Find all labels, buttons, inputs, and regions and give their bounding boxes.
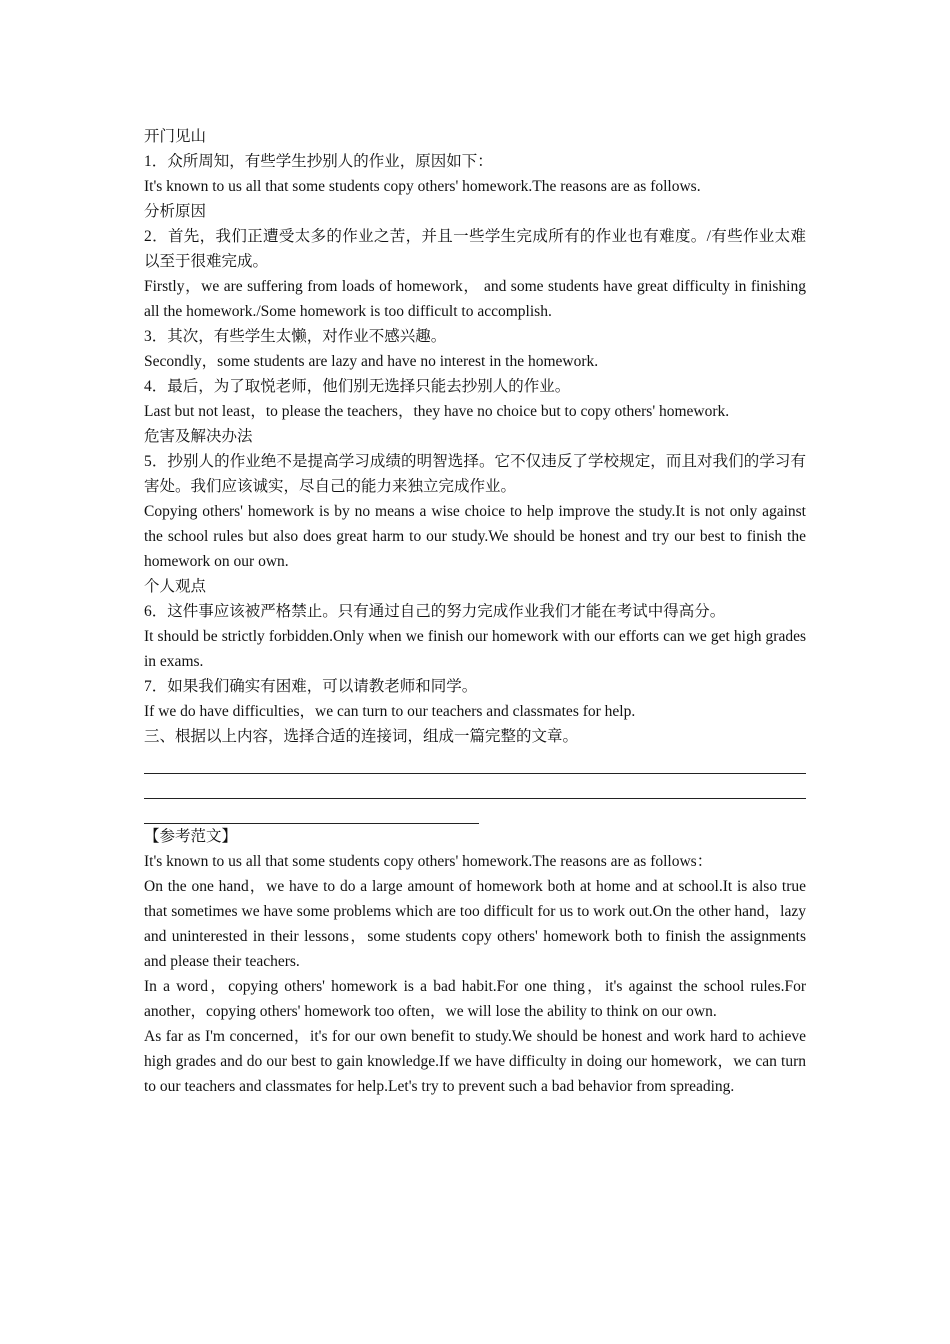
section-heading-harm-solutions: 危害及解决办法: [144, 428, 253, 445]
section-heading-reasons: 分析原因: [144, 203, 207, 220]
task-instruction: 三、根据以上内容，选择合适的连接词，组成一篇完整的文章。: [144, 728, 579, 745]
item-1-chinese: 1．众所周知，有些学生抄别人的作业，原因如下：: [144, 153, 493, 170]
item-2-english: Firstly，we are suffering from loads of homework， and some students have great difficulty in finishing all the homework./Some homework is too difficult to accomplish.: [144, 278, 806, 320]
answer-blank-line-1: [144, 749, 806, 774]
essay-paragraph-4: As far as I'm concerned，it's for our own benefit to study.We should be honest and work hard to achieve high grades and do our best to gain knowledge.If we have difficulty in doing our homework，we can turn to our teachers and classmates for help.Let's try to prevent such a bad behavior from spreading.: [144, 1028, 806, 1095]
essay-paragraph-1: It's known to us all that some students copy others' homework.The reasons are as follows：: [144, 853, 713, 870]
item-4-english: Last but not least，to please the teachers，they have no choice but to copy others' homework.: [144, 403, 730, 420]
item-6-chinese: 6．这件事应该被严格禁止。只有通过自己的努力完成作业我们才能在考试中得高分。: [144, 603, 726, 620]
section-heading-opening: 开门见山: [144, 128, 207, 145]
item-1-english: It's known to us all that some students copy others' homework.The reasons are as follows.: [144, 178, 701, 195]
item-3-english: Secondly，some students are lazy and have no interest in the homework.: [144, 353, 599, 370]
item-3-chinese: 3．其次，有些学生太懒，对作业不感兴趣。: [144, 328, 447, 345]
answer-blank-line-2: [144, 774, 806, 799]
item-4-chinese: 4．最后，为了取悦老师，他们别无选择只能去抄别人的作业。: [144, 378, 571, 395]
item-7-chinese: 7．如果我们确实有困难，可以请教老师和同学。: [144, 678, 478, 695]
essay-paragraph-3: In a word，copying others' homework is a bad habit.For one thing，it's against the school rules.For another，copying others' homework too often，we will lose the ability to think on our own.: [144, 978, 806, 1020]
item-5-chinese: 5．抄别人的作业绝不是提高学习成绩的明智选择。它不仅违反了学校规定，而且对我们的学习有害处。我们应该诚实，尽自己的能力来独立完成作业。: [144, 453, 806, 495]
item-2-chinese: 2．首先，我们正遭受太多的作业之苦，并且一些学生完成所有的作业也有难度。/有些作业太难以至于很难完成。: [144, 228, 806, 270]
answer-blank-line-3: [144, 799, 479, 824]
section-heading-opinion: 个人观点: [144, 578, 207, 595]
item-6-english: It should be strictly forbidden.Only when we finish our homework with our efforts can we get high grades in exams.: [144, 628, 806, 670]
item-7-english: If we do have difficulties，we can turn to our teachers and classmates for help.: [144, 703, 636, 720]
item-5-english: Copying others' homework is by no means a wise choice to help improve the study.It is not only against the school rules but also does great harm to our study.We should be honest and try our best to finish the homework on our own.: [144, 503, 806, 570]
reference-essay-heading: 【参考范文】: [144, 828, 238, 845]
document-page: [144, 124, 806, 1099]
essay-paragraph-2: On the one hand，we have to do a large amount of homework both at home and at school.It is also true that sometimes we have some problems which are too difficult for us to work out.On the other hand，lazy and uninterested in their lessons，some students copy others' homework both to finish the assignments and please their teachers.: [144, 878, 806, 970]
